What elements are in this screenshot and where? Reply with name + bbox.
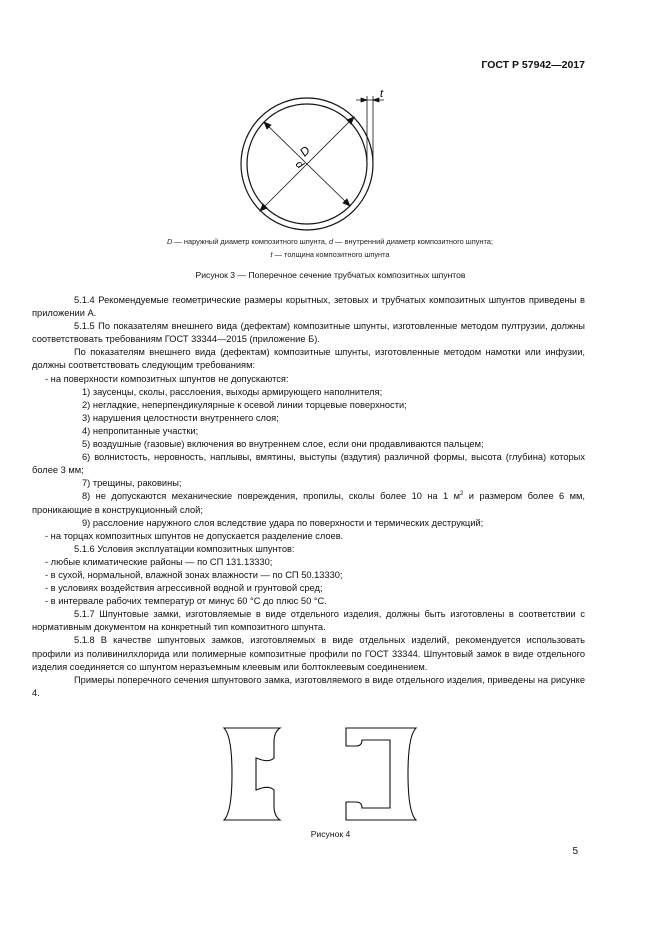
figure-3-legend-line-1: D — наружный диаметр композитного шпунта, d — внутренний диаметр композитного шпунта; [167, 237, 493, 246]
list-item: - в сухой, нормальной, влажной зонах влажности — по СП 50.13330; [45, 569, 343, 580]
figure-4-drawing [210, 724, 430, 824]
figure-3-legend-line-2: t — толщина композитного шпунта [270, 250, 390, 259]
paragraph: 5.1.4 Рекомендуемые геометрические размеры корытных, зетовых и трубчатых композитных шпунтов приведены в приложении А. [32, 295, 585, 319]
lock-profile-double-t [224, 728, 280, 820]
list-item: - на поверхности композитных шпунтов не допускаются: [45, 373, 289, 384]
body-text [32, 294, 585, 700]
list-item: 6) волнистость, неровность, наплывы, вмятины, выступы (вздутия) различной формы, высота (глубина) которых более 3 мм; [32, 452, 585, 476]
paragraph: 5.1.8 В качестве шпунтовых замков, изготовляемых в виде отдельных изделий, рекомендуется использовать профили из поливинилхлорида или полимерные композитные профили по ГОСТ 33344. Шпунтовый замок в виде отдельного изделия соединяется со шпунтом неразъемным клеевым или болтоклеевым соединением. [32, 635, 585, 672]
paragraph: 5.1.6 Условия эксплуатации композитных шпунтов: [74, 543, 295, 554]
diameter-line-d [264, 122, 350, 206]
list-item: 2) негладкие, неперпендикулярные к осевой линии торцевые поверхности; [82, 399, 407, 410]
lock-profile-c [346, 728, 416, 820]
figure-3-caption: Рисунок 3 — Поперечное сечение трубчатых композитных шпунтов [195, 270, 466, 280]
list-item: - любые климатические районы — по СП 131.13330; [45, 556, 273, 567]
list-item: 1) заусенцы, сколы, расслоения, выходы армирующего наполнителя; [82, 386, 383, 397]
paragraph: 5.1.7 Шпунтовые замки, изготовляемые в виде отдельного изделия, должны быть изготовлены в соответствии с нормативным документом на конкретный тип композитного шпунта. [32, 609, 585, 633]
list-item: - в условиях воздействия агрессивной водной и грунтовой сред; [45, 583, 323, 594]
label-D: D [296, 143, 313, 160]
label-d: d [292, 158, 306, 172]
list-item: 7) трещины, раковины; [82, 478, 182, 489]
list-item: 4) непропитанные участки; [82, 425, 199, 436]
list-item: 8) не допускаются механические повреждения, пропилы, сколы более 10 на 1 $м^2$ и размером более 6 мм, проникающие в конструкционный слой; [32, 491, 586, 515]
list-item: 3) нарушения целостности внутреннего слоя; [82, 412, 279, 423]
list-item: - на торцах композитных шпунтов не допускается разделение слоев. [45, 530, 344, 541]
paragraph: По показателям внешнего вида (дефектам) композитные шпунты, изготовленные методом намотки или инфузии, должны соответствовать следующим требованиям: [32, 347, 585, 371]
page-number: 5 [572, 846, 578, 857]
figure-4-caption: Рисунок 4 [310, 829, 351, 839]
document-header: ГОСТ Р 57942—2017 [481, 59, 585, 71]
paragraph: Примеры поперечного сечения шпунтового замка, изготовляемого в виде отдельного изделия, приведены на рисунке 4. [32, 674, 585, 698]
paragraph: 5.1.5 По показателям внешнего вида (дефектам) композитные шпунты, изготовленные методом пултрузии, должны соответствовать требованиям ГОСТ 33344—2015 (приложение Б). [32, 321, 585, 345]
list-item: - в интервале рабочих температур от минус 60 °С до плюс 50 °С. [45, 596, 327, 607]
label-t: t [380, 88, 384, 100]
list-item: 9) расслоение наружного слоя вследствие удара по поверхности и термических деструкций; [82, 517, 484, 528]
figure-3-drawing [0, 88, 661, 238]
list-item: 5) воздушные (газовые) включения во внутреннем слое, если они продавливаются пальцем; [82, 439, 484, 450]
